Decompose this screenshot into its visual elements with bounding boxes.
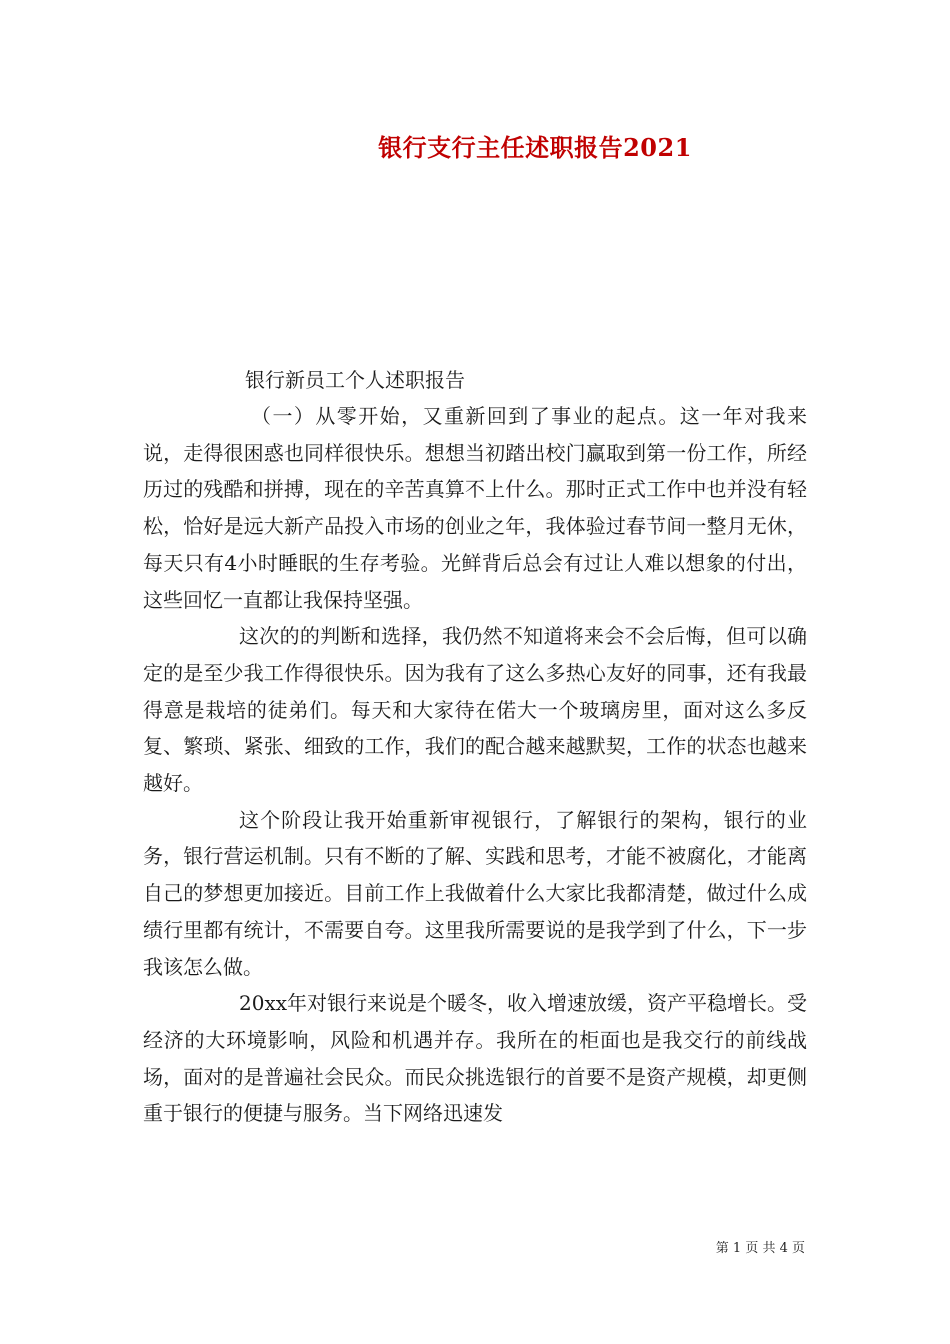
paragraph-4: 20xx年对银行来说是个暖冬，收入增速放缓，资产平稳增长。受经济的大环境影响，风险和机遇并存。我所在的柜面也是我交行的前线战场，面对的是普遍社会民众。而民众挑选银行的首要不是资产规模，却更侧重于银行的便捷与服务。当下网络迅速发	[143, 991, 808, 1126]
paragraph-3: 这个阶段让我开始重新审视银行，了解银行的架构，银行的业务，银行营运机制。只有不断的了解、实践和思考，才能不被腐化，才能离自己的梦想更加接近。目前工作上我做着什么大家比我都清楚，做过什么成绩行里都有统计，不需要自夸。这里我所需要说的是我学到了什么，下一步我该怎么做。	[143, 807, 807, 979]
paragraph-2: 这次的的判断和选择，我仍然不知道将来会不会后悔，但可以确定的是至少我工作得很快乐。因为我有了这么多热心友好的同事，还有我最得意是栽培的徒弟们。每天和大家待在偌大一个玻璃房里，面对这么多反复、繁琐、紧张、细致的工作，我们的配合越来越默契，工作的状态也越来越好。	[143, 624, 807, 796]
document-title: 银行支行主任述职报告2021	[378, 133, 692, 162]
document-body	[143, 398, 807, 1132]
page-number-footer: 第 1 页 共 4 页	[715, 1241, 805, 1256]
paragraph-1: （一）从零开始，又重新回到了事业的起点。这一年对我来说，走得很困惑也同样很快乐。想想当初踏出校门赢取到第一份工作，所经历过的残酷和拼搏，现在的辛苦真算不上什么。那时正式工作中也并没有轻松，恰好是远大新产品投入市场的创业之年，我体验过春节间一整月无休，每天只有4小时睡眠的生存考验。光鲜背后总会有过让人难以想象的付出，这些回忆一直都让我保持坚强。	[143, 404, 807, 612]
document-subtitle: 银行新员工个人述职报告	[245, 368, 465, 392]
